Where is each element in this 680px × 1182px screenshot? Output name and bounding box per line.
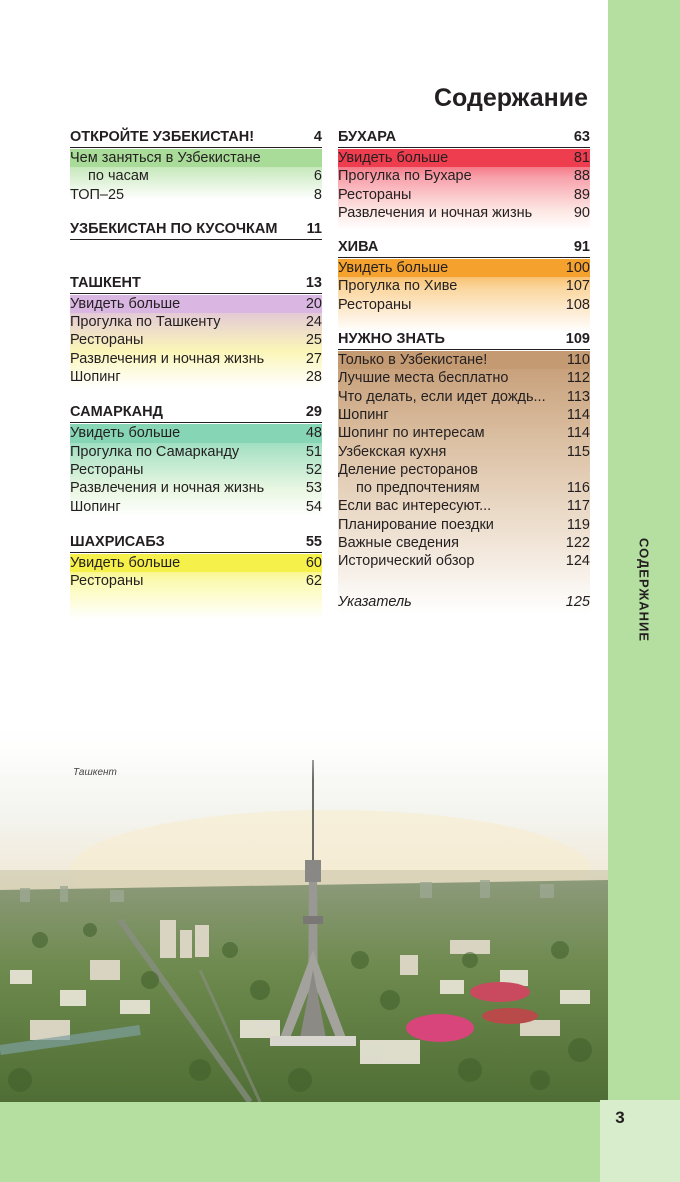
toc-entry[interactable]: Прогулка по Хиве 107 — [338, 278, 590, 295]
section-heading[interactable]: ШАХРИСАБЗ 55 — [70, 533, 322, 553]
page-number: 3 — [615, 1108, 625, 1127]
section-heading[interactable]: НУЖНО ЗНАТЬ 109 — [338, 330, 590, 350]
toc-entry[interactable]: Увидеть больше 81 — [338, 150, 590, 166]
toc-entry[interactable]: Узбекская кухня 115 — [338, 443, 590, 460]
section-need-to-know — [338, 330, 590, 611]
toc-entry[interactable]: Прогулка по Бухаре 88 — [338, 168, 590, 185]
toc-entry[interactable]: Важные сведения 122 — [338, 535, 590, 552]
section-heading[interactable]: ОТКРОЙТЕ УЗБЕКИСТАН! 4 — [70, 128, 322, 148]
toc-right-column — [338, 128, 590, 611]
section-heading[interactable]: БУХАРА 63 — [338, 128, 590, 148]
toc-entry[interactable]: Планирование поездки 119 — [338, 516, 590, 533]
section-open-uzbekistan — [70, 128, 322, 204]
toc-entry[interactable]: Деление ресторанов — [338, 461, 478, 478]
section-heading[interactable]: УЗБЕКИСТАН ПО КУСОЧКАМ 11 — [70, 220, 322, 240]
toc-entry[interactable]: Рестораны 89 — [338, 186, 590, 203]
toc-entry-index[interactable]: Указатель 125 — [338, 593, 590, 610]
section-shakhrisabz — [70, 533, 322, 591]
toc-entry[interactable]: по предпочтениям 116 — [356, 480, 590, 497]
toc-entry[interactable]: Прогулка по Ташкенту 24 — [70, 314, 322, 331]
toc-left-column — [70, 128, 322, 590]
toc-entry[interactable]: Что делать, если идет дождь... 113 — [338, 388, 590, 405]
toc-entry[interactable]: по часам 6 — [88, 168, 322, 185]
side-label: СОДЕРЖАНИЕ — [636, 538, 652, 642]
section-tashkent — [70, 274, 322, 386]
toc-entry[interactable]: Развлечения и ночная жизнь 90 — [338, 204, 590, 221]
toc-entry[interactable]: Шопинг 54 — [70, 498, 322, 515]
toc-entry[interactable]: Развлечения и ночная жизнь 53 — [70, 480, 322, 497]
toc-entry[interactable]: Лучшие места бесплатно 112 — [338, 370, 590, 387]
toc-entry[interactable]: Рестораны 108 — [338, 296, 590, 313]
toc-entry[interactable]: Рестораны 62 — [70, 573, 322, 590]
section-bukhara — [338, 128, 590, 222]
toc-entry[interactable]: Шопинг 28 — [70, 369, 322, 386]
page-number-box — [600, 1100, 680, 1182]
page-title: Содержание — [433, 84, 588, 112]
section-heading[interactable]: ТАШКЕНТ 13 — [70, 274, 322, 294]
section-pieces — [70, 220, 322, 240]
photo-caption: Ташкент — [73, 767, 117, 778]
toc-entry[interactable]: Развлечения и ночная жизнь 27 — [70, 350, 322, 367]
toc-entry[interactable]: Шопинг 114 — [338, 406, 590, 423]
toc-entry[interactable]: Рестораны 52 — [70, 461, 322, 478]
toc-entry[interactable]: Шопинг по интересам 114 — [338, 425, 590, 442]
section-khiva — [338, 238, 590, 314]
toc-entry[interactable]: Рестораны 25 — [70, 332, 322, 349]
toc-entry[interactable]: ТОП–25 8 — [70, 186, 322, 203]
section-heading[interactable]: ХИВА 91 — [338, 238, 590, 258]
toc-entry[interactable]: Если вас интересуют... 117 — [338, 498, 590, 515]
section-heading[interactable]: САМАРКАНД 29 — [70, 403, 322, 423]
toc-entry[interactable]: Увидеть больше 48 — [70, 425, 322, 442]
toc-entry[interactable]: Прогулка по Самарканду 51 — [70, 443, 322, 460]
toc-entry[interactable]: Увидеть больше 60 — [70, 554, 322, 571]
toc-entry[interactable]: Чем заняться в Узбекистане — [70, 149, 322, 167]
toc-entry[interactable]: Исторический обзор 124 — [338, 553, 590, 570]
toc-entry[interactable]: Увидеть больше 100 — [338, 260, 590, 277]
bottom-band — [0, 1102, 600, 1182]
toc-entry[interactable]: Увидеть больше 20 — [70, 295, 322, 312]
section-samarkand — [70, 403, 322, 515]
toc-entry[interactable]: Только в Узбекистане! 110 — [338, 352, 590, 369]
